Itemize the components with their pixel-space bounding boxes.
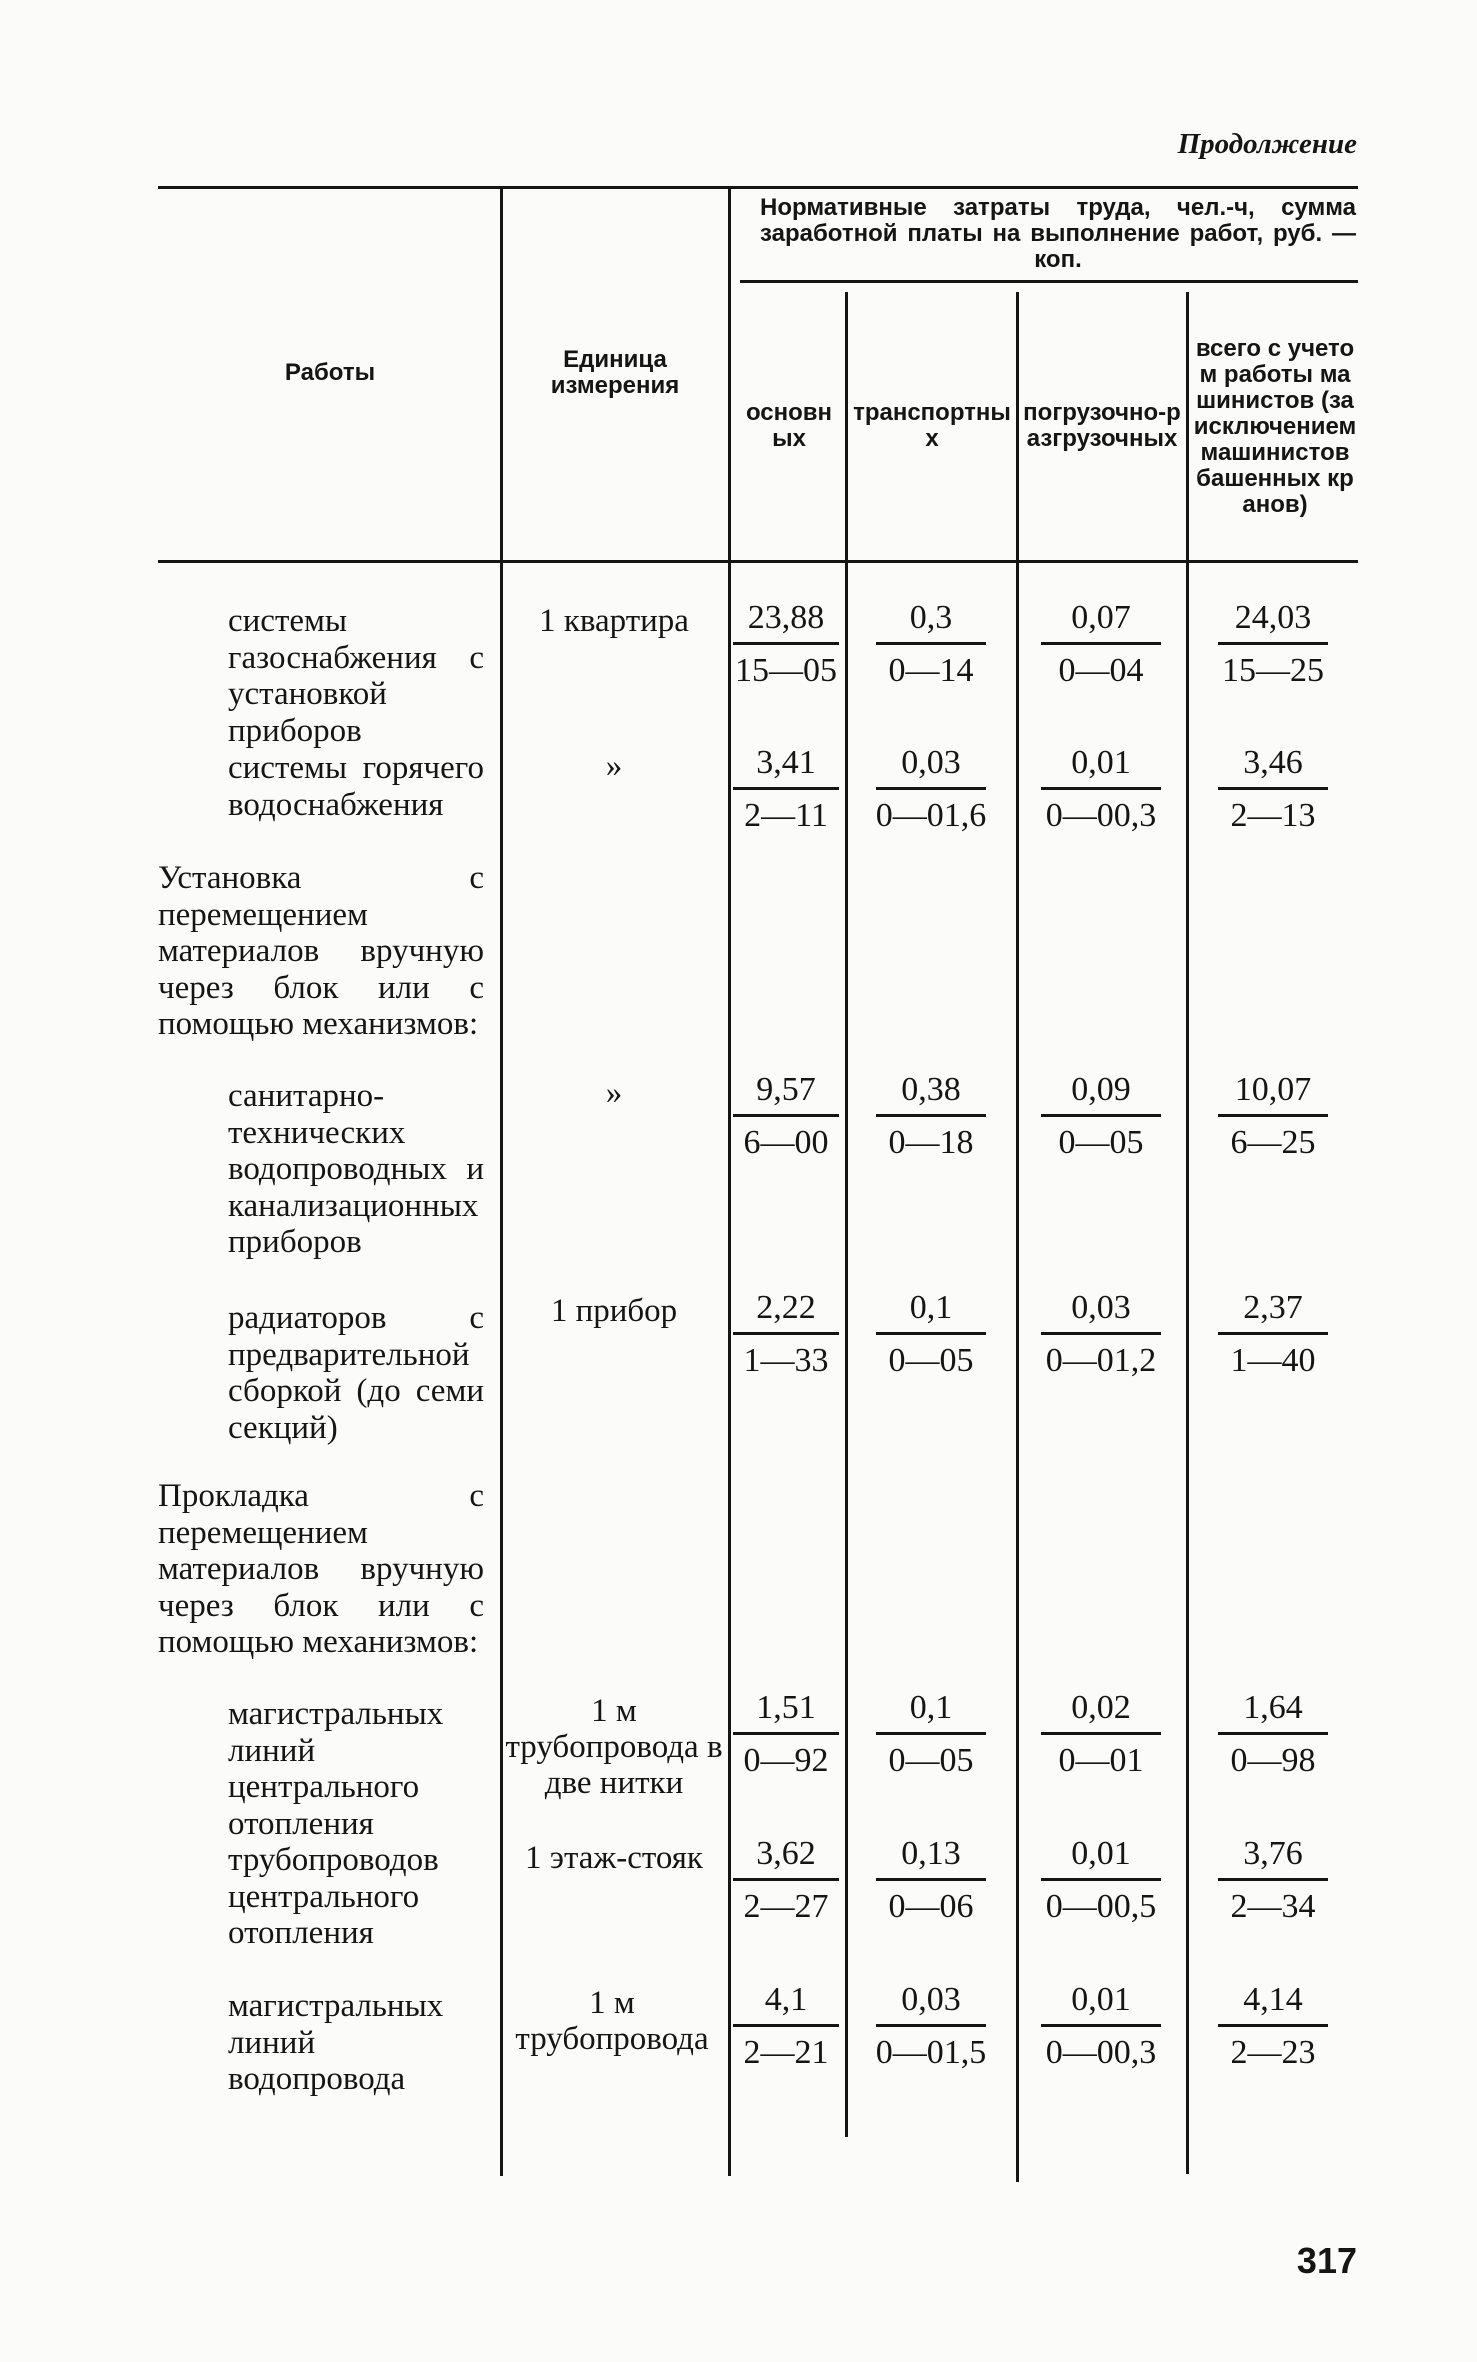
value-transport (848, 1690, 1014, 1779)
labour-hours: 3,62 (756, 1835, 816, 1872)
labour-hours: 0,1 (909, 1289, 953, 1326)
labour-hours: 1,64 (1243, 1689, 1303, 1726)
wage-amount: 15—05 (735, 652, 837, 689)
wage-amount: 0—00,5 (1045, 1888, 1157, 1925)
wage-amount: 6—25 (1230, 1124, 1316, 1161)
wage-amount: 0—18 (888, 1124, 974, 1161)
value-loading (1018, 1072, 1184, 1161)
labour-hours: 0,38 (901, 1071, 961, 1108)
labour-hours: 3,46 (1243, 744, 1303, 781)
value-transport (848, 1836, 1014, 1925)
work-item: санитарно-технических водопроводных и канализационных приборов (228, 1078, 484, 1261)
labour-hours: 0,02 (1071, 1689, 1131, 1726)
column-divider-works-unit (500, 186, 503, 2176)
value-loading (1018, 600, 1184, 689)
wage-amount: 0—01,2 (1045, 1342, 1157, 1379)
header-col-main: основных (745, 399, 833, 452)
value-total (1188, 1290, 1358, 1379)
labour-hours: 2,22 (756, 1289, 816, 1326)
labour-hours: 3,76 (1243, 1835, 1303, 1872)
value-loading (1018, 1290, 1184, 1379)
value-main (730, 1072, 842, 1161)
value-transport (848, 745, 1014, 834)
wage-amount: 0—00,3 (1045, 797, 1157, 834)
labour-hours: 1,51 (756, 1689, 816, 1726)
labour-hours: 3,41 (756, 744, 816, 781)
value-transport (848, 600, 1014, 689)
wage-amount: 2—27 (743, 1888, 829, 1925)
labour-hours: 0,1 (909, 1689, 953, 1726)
labour-hours: 23,88 (747, 599, 825, 636)
wage-amount: 0—98 (1230, 1742, 1316, 1779)
labour-hours: 0,01 (1071, 744, 1131, 781)
labour-hours: 0,03 (1071, 1289, 1131, 1326)
header-col-loading: погрузочно-разгрузочных (1023, 399, 1181, 452)
unit-value: » (605, 748, 623, 784)
value-total (1188, 1836, 1358, 1925)
labour-hours: 0,13 (901, 1835, 961, 1872)
labour-hours: 0,03 (901, 744, 961, 781)
labour-hours: 0,3 (909, 599, 953, 636)
labour-hours: 4,1 (764, 1981, 808, 2018)
work-item: системы газоснабжения с установкой приборов (228, 603, 484, 749)
wage-amount: 0—14 (888, 652, 974, 689)
labour-hours: 2,37 (1243, 1289, 1303, 1326)
wage-amount: 0—01,6 (875, 797, 987, 834)
header-works: Работы (284, 359, 376, 386)
unit-value: 1 этаж-стояк (525, 1840, 703, 1876)
value-main (730, 1290, 842, 1379)
wage-amount: 2—23 (1230, 2034, 1316, 2071)
wage-amount: 0—06 (888, 1888, 974, 1925)
wage-amount: 0—00,3 (1045, 2034, 1157, 2071)
value-main (730, 1836, 842, 1925)
work-item: радиаторов с предварительной сборкой (до семи секций) (228, 1300, 484, 1446)
norms-subheader-rule (740, 280, 1358, 283)
wage-amount: 6—00 (743, 1124, 829, 1161)
wage-amount: 1—33 (743, 1342, 829, 1379)
page-number: 317 (1296, 2240, 1357, 2281)
work-item: магистральных линий центрального отопления (228, 1696, 444, 1842)
value-total (1188, 745, 1358, 834)
wage-amount: 2—11 (744, 797, 828, 834)
labour-hours: 0,07 (1071, 599, 1131, 636)
header-col-transport: транспортных (853, 399, 1011, 452)
wage-amount: 0—04 (1058, 652, 1144, 689)
unit-value: 1 квартира (539, 603, 689, 639)
wage-amount: 1—40 (1230, 1342, 1316, 1379)
unit-value: 1 прибор (550, 1293, 678, 1329)
labour-hours: 0,01 (1071, 1835, 1131, 1872)
wage-amount: 2—13 (1230, 797, 1316, 834)
value-total (1188, 1982, 1358, 2071)
work-item: системы горячего водоснабжения (228, 750, 484, 823)
labour-hours: 0,01 (1071, 1981, 1131, 2018)
header-col-total: всего с учетом работы машинистов (за исключением машинистов башенных кранов) (1193, 335, 1357, 518)
wage-amount: 0—05 (888, 1342, 974, 1379)
labour-hours: 0,03 (901, 1981, 961, 2018)
value-loading (1018, 745, 1184, 834)
section-heading: Прокладка с перемещением материалов вручную через блок или с помощью механизмов: (158, 1478, 484, 1661)
header-bottom-rule (158, 560, 1358, 563)
value-main (730, 745, 842, 834)
header-unit: Единица измерения (550, 346, 680, 399)
wage-amount: 2—34 (1230, 1888, 1316, 1925)
wage-amount: 15—25 (1222, 652, 1324, 689)
unit-value: 1 м трубопровода (515, 1985, 709, 2057)
value-loading (1018, 1690, 1184, 1779)
unit-value: 1 м трубопровода в две нитки (505, 1693, 723, 1801)
value-transport (848, 1072, 1014, 1161)
value-main (730, 600, 842, 689)
labour-hours: 0,09 (1071, 1071, 1131, 1108)
work-item: магистральных линий водопровода (228, 1988, 444, 2098)
header-norms: Нормативные затраты труда, чел.-ч, сумма заработной платы на выполнение работ, руб. — коп. (760, 194, 1356, 273)
value-transport (848, 1982, 1014, 2071)
continuation-label: Продолжение (1177, 128, 1357, 160)
value-loading (1018, 1982, 1184, 2071)
wage-amount: 0—01 (1058, 1742, 1144, 1779)
value-total (1188, 1690, 1358, 1779)
value-transport (848, 1290, 1014, 1379)
value-loading (1018, 1836, 1184, 1925)
labour-hours: 24,03 (1234, 599, 1312, 636)
labour-hours: 9,57 (756, 1071, 816, 1108)
unit-value: » (605, 1075, 623, 1111)
value-main (730, 1982, 842, 2071)
wage-amount: 0—05 (1058, 1124, 1144, 1161)
labour-hours: 10,07 (1234, 1071, 1312, 1108)
wage-amount: 2—21 (743, 2034, 829, 2071)
work-item: трубопроводов центрального отопления (228, 1842, 439, 1952)
labour-hours: 4,14 (1243, 1981, 1303, 2018)
wage-amount: 0—05 (888, 1742, 974, 1779)
section-heading: Установка с перемещением материалов вручную через блок или с помощью механизмов: (158, 860, 484, 1043)
value-main (730, 1690, 842, 1779)
wage-amount: 0—01,5 (875, 2034, 987, 2071)
value-total (1188, 600, 1358, 689)
wage-amount: 0—92 (743, 1742, 829, 1779)
value-total (1188, 1072, 1358, 1161)
